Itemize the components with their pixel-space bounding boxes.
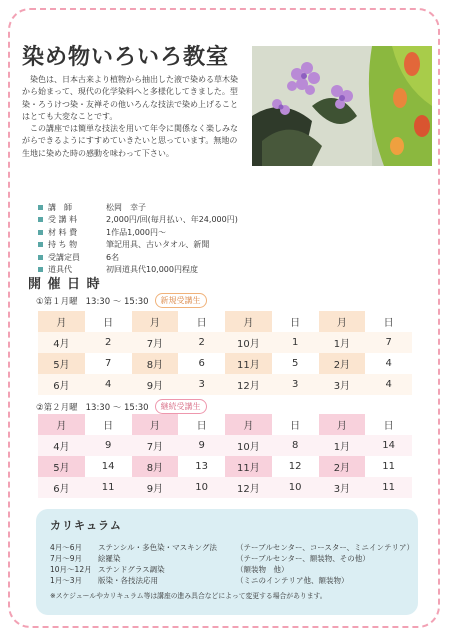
schedule-day-cell: 4 [85,374,132,395]
term-2-header [36,399,207,414]
schedule-day-cell: 12 [272,456,319,477]
schedule-day-cell: 3 [272,374,319,395]
schedule-month-cell: 2月 [319,353,366,374]
detail-row [38,214,238,227]
schedule-day-cell: 9 [178,435,225,456]
bullet-icon [38,267,43,272]
schedule-day-cell: 10 [178,477,225,498]
bullet-icon [38,255,43,260]
new-student-badge: 新規受講生 [155,293,207,308]
detail-label: 材 料 費 [48,227,78,237]
schedule-month-cell: 5月 [38,456,85,477]
schedule-month-cell: 9月 [132,477,179,498]
course-details [38,201,238,276]
schedule-header-cell: 日 [365,311,412,332]
schedule-month-cell: 2月 [319,456,366,477]
detail-row [38,251,238,264]
schedule-day-cell: 13 [178,456,225,477]
schedule-day-cell: 14 [365,435,412,456]
schedule-day-cell: 5 [272,353,319,374]
schedule-day-cell: 3 [178,374,225,395]
schedule-day-cell: 8 [272,435,319,456]
term-1-label: ①第１月曜 [36,296,78,307]
bullet-icon [38,230,43,235]
schedule-month-cell: 8月 [132,353,179,374]
detail-value: 2,000円/回(毎月払い、年24,000円) [106,215,238,225]
schedule-header-cell: 日 [85,311,132,332]
detail-label: 講 師 [48,202,72,212]
schedule-day-cell: 11 [365,456,412,477]
schedule-month-cell: 5月 [38,353,85,374]
curriculum-items: （テーブルセンター、額装物、その他） [236,554,370,563]
detail-label: 受 講 料 [48,215,78,225]
schedule-day-cell: 11 [365,477,412,498]
schedule-day-cell: 9 [85,435,132,456]
detail-value: 1作品1,000円～ [106,227,166,237]
detail-row [38,226,238,239]
schedule-header-cell: 日 [272,311,319,332]
curriculum-box [36,509,418,615]
schedule-month-cell: 3月 [319,477,366,498]
detail-row [38,239,238,252]
curriculum-items: （ミニのインテリア他、額装物） [236,576,349,585]
page-title: 染め物いろいろ教室 [22,45,230,70]
bullet-icon [38,217,43,222]
dyed-fabric-photo [252,46,432,166]
schedule-month-cell: 10月 [225,332,272,353]
term-2-time: 13:30 ～ 15:30 [85,402,149,413]
schedule-month-cell: 1月 [319,435,366,456]
curriculum-title: カリキュラム [50,519,122,532]
schedule-header-cell: 日 [178,414,225,435]
fabric-illustration [252,46,432,166]
term-1-header [36,293,207,308]
curriculum-items: （額装物 他） [236,565,289,574]
schedule-table-term-1 [38,311,412,395]
curriculum-content: 絵羅染 [98,554,121,563]
schedule-header-cell: 月 [38,311,85,332]
schedule-header-cell: 日 [365,414,412,435]
detail-value: 初回道具代10,000円程度 [106,265,198,275]
schedule-day-cell: 2 [85,332,132,353]
term-2-label: ②第２月曜 [36,402,78,413]
schedule-month-cell: 3月 [319,374,366,395]
detail-row [38,201,238,214]
schedule-header-cell: 月 [132,414,179,435]
schedule-month-cell: 12月 [225,477,272,498]
schedule-day-cell: 2 [178,332,225,353]
schedule-day-cell: 4 [365,374,412,395]
schedule-month-cell: 6月 [38,374,85,395]
schedule-day-cell: 14 [85,456,132,477]
continuing-student-badge: 継続受講生 [155,399,207,414]
detail-label: 持 ち 物 [48,240,78,250]
schedule-table-term-2 [38,414,412,498]
curriculum-content: 版染・各技法応用 [98,576,158,585]
intro-paragraph-2: この講座では簡単な技法を用いて年令に関係なく楽しみながらできるようにすすめていきたいと思っています。無地の生地に染めた時の感動を味わって下さい。 [22,124,238,158]
schedule-title: 開 催 日 時 [28,277,101,292]
schedule-month-cell: 11月 [225,353,272,374]
intro-paragraph-1: 染色は、日本古来より植物から抽出した液で染める草木染から始まって、現代の化学染料へと多様化してきました。型染・ろうけつ染・友禅その他いろんな技法で染め上げることはとても大変なことです。 [22,75,238,121]
schedule-month-cell: 7月 [132,332,179,353]
curriculum-period: 10月～12月 [50,565,92,574]
schedule-header-cell: 日 [272,414,319,435]
schedule-day-cell: 1 [272,332,319,353]
schedule-month-cell: 10月 [225,435,272,456]
schedule-day-cell: 7 [85,353,132,374]
curriculum-period: 1月～3月 [50,576,83,585]
detail-value: 6名 [106,252,120,262]
schedule-month-cell: 4月 [38,435,85,456]
schedule-month-cell: 4月 [38,332,85,353]
schedule-header-cell: 月 [319,311,366,332]
schedule-header-cell: 月 [225,414,272,435]
schedule-month-cell: 9月 [132,374,179,395]
schedule-month-cell: 8月 [132,456,179,477]
schedule-day-cell: 10 [272,477,319,498]
curriculum-content: ステンドグラス調染 [98,565,165,574]
schedule-month-cell: 1月 [319,332,366,353]
curriculum-period: 4月～6月 [50,543,83,552]
curriculum-content: ステンシル・多色染・マスキング法 [98,543,217,552]
schedule-header-cell: 月 [225,311,272,332]
schedule-day-cell: 7 [365,332,412,353]
schedule-month-cell: 12月 [225,374,272,395]
schedule-header-cell: 日 [178,311,225,332]
schedule-header-cell: 月 [132,311,179,332]
schedule-day-cell: 11 [85,477,132,498]
schedule-month-cell: 11月 [225,456,272,477]
schedule-month-cell: 7月 [132,435,179,456]
intro-text [22,74,244,160]
term-1-time: 13:30 ～ 15:30 [85,296,149,307]
curriculum-note: ※スケジュールやカリキュラム等は講座の進み具合などによって変更する場合があります。 [50,592,327,600]
detail-value: 筆記用具、古いタオル、新聞 [106,240,210,250]
schedule-day-cell: 4 [365,353,412,374]
detail-value: 松岡 幸子 [106,202,146,212]
detail-label: 受講定員 [48,252,80,262]
schedule-header-cell: 日 [85,414,132,435]
schedule-header-cell: 月 [38,414,85,435]
schedule-day-cell: 6 [178,353,225,374]
detail-label: 道具代 [48,265,72,275]
bullet-icon [38,242,43,247]
schedule-month-cell: 6月 [38,477,85,498]
schedule-header-cell: 月 [319,414,366,435]
bullet-icon [38,205,43,210]
curriculum-items: （テーブルセンター、コースター、ミニインテリア） [236,543,415,552]
curriculum-period: 7月～9月 [50,554,83,563]
